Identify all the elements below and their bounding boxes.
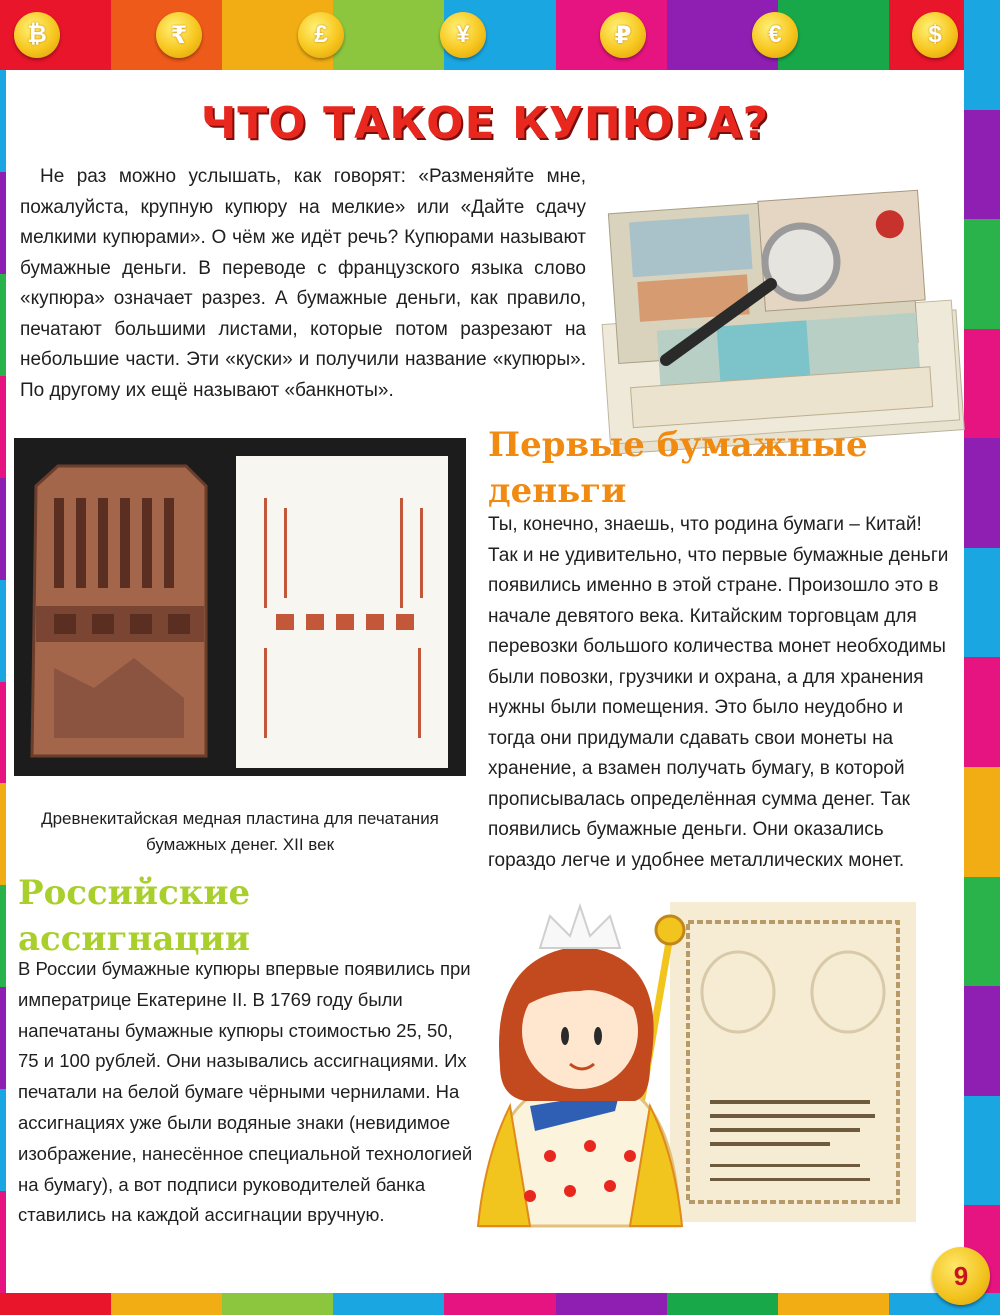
rupee-coin-icon: ₹: [156, 12, 202, 58]
top-border-segment-3: [333, 0, 444, 70]
intro-paragraph: Не раз можно услышать, как говорят: «Разменяйте мне, пожалуйста, крупную купюру на мелкие» или «Дайте сдачу мелкими купюрами». О чём же идёт речь? Купюрами называют бумажные деньги. В переводе с французского языка слово «купюра» означает разрез. А бумажные деньги, как правило, печатают большими листами, которые потом разрезают на небольшие части. Эти «куски» и получили название «купюры». По другому их ещё называют «банкноты».: [20, 166, 586, 401]
bottom-border-segment-6: [667, 1293, 778, 1315]
right-border-segment-8: [964, 877, 1000, 987]
ruble-coin-icon: ₽: [600, 12, 646, 58]
bottom-border-segment-7: [778, 1293, 889, 1315]
banknotes-magnifier-photo: [596, 172, 968, 462]
pound-coin-icon: £: [298, 12, 344, 58]
page-title: ЧТО ТАКОЕ КУПЮРА?: [200, 98, 770, 149]
right-color-border: [964, 0, 1000, 1315]
bottom-border-segment-4: [444, 1293, 555, 1315]
right-border-segment-7: [964, 767, 1000, 877]
chinese-copper-plate-photo: [14, 438, 466, 776]
russia-heading: Российские ассигнации: [18, 873, 251, 959]
bottom-border-segment-1: [111, 1293, 222, 1315]
right-border-segment-10: [964, 1096, 1000, 1206]
right-border-segment-4: [964, 438, 1000, 548]
bottom-border-segment-5: [556, 1293, 667, 1315]
first-money-paragraph: Ты, конечно, знаешь, что родина бумаги – Китай! Так и не удивительно, что первые бумажные деньги появились именно в этой стране. Произошло это в начале девятого века. Китайским торговцам для перевозки большого количества монет необходимы были повозки, грузчики и охрана, а для хранения нужны были помещения. Это было неудобно и тогда они придумали сдавать свои монеты на хранение, а взамен получать бумагу, в которой прописывалась определённая сумма денег. Так появились бумажные деньги. Они оказались гораздо легче и удобнее металлических монет.: [488, 514, 949, 871]
right-border-segment-5: [964, 548, 1000, 658]
bottom-border-segment-2: [222, 1293, 333, 1315]
bottom-color-border: [0, 1293, 1000, 1315]
right-border-segment-6: [964, 657, 1000, 767]
bottom-border-segment-3: [333, 1293, 444, 1315]
euro-coin-icon: €: [752, 12, 798, 58]
assignation-banknote-image: [670, 902, 916, 1222]
first-money-heading: Первые бумажные деньги: [488, 425, 868, 511]
right-border-segment-3: [964, 329, 1000, 439]
page-number: 9: [932, 1247, 990, 1305]
yen-coin-icon: ¥: [440, 12, 486, 58]
right-border-segment-2: [964, 219, 1000, 329]
right-border-segment-1: [964, 110, 1000, 220]
russia-paragraph: В России бумажные купюры впервые появились при императрице Екатерине II. В 1769 году были напечатаны бумажные купюры стоимостью 25, 50, 75 и 100 рублей. Они назывались ассигнациями. Их печатали на белой бумаге чёрными чернилами. На ассигнациях уже были водяные знаки (невидимое изображение, нанесённое специальной технологией на бумагу), а вот подписи руководителей банка ставились на каждой ассигнации вручную.: [18, 958, 473, 1226]
dollar-coin-icon: $: [912, 12, 958, 58]
right-border-segment-9: [964, 986, 1000, 1096]
empress-catherine-illustration: [470, 896, 690, 1236]
bottom-border-segment-0: [0, 1293, 111, 1315]
page-content: [6, 70, 964, 1293]
top-color-border: [0, 0, 1000, 70]
right-border-segment-0: [964, 0, 1000, 110]
bitcoin-coin-icon: ₿: [14, 12, 60, 58]
plate-caption: Древнекитайская медная пластина для печатания бумажных денег. XII век: [41, 809, 439, 854]
